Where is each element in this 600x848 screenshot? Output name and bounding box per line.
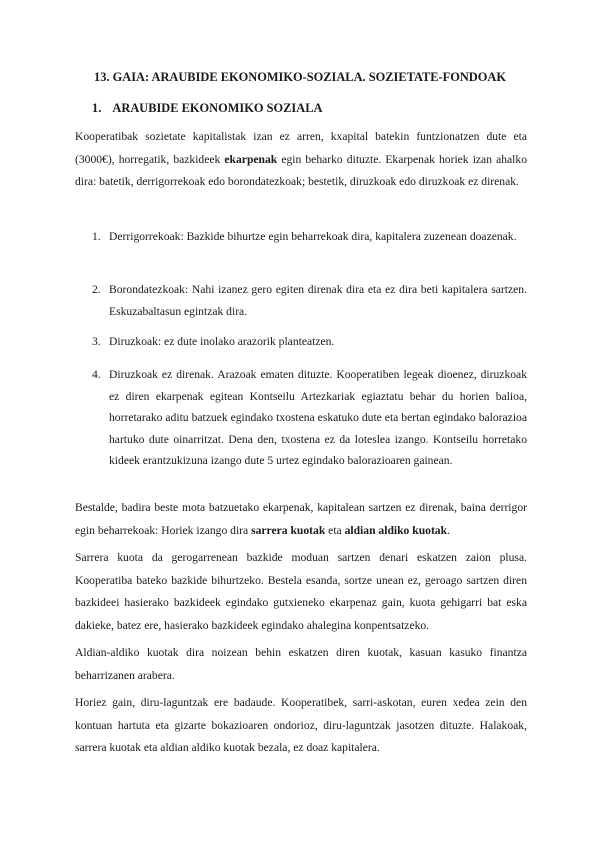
list-item-3 [92,331,527,353]
list-text: Borondatezkoak: Nahi izanez gero egiten direnak dira eta ez dira beti kapitalera sartzen. Eskuzabaltasun egintzak dira. [109,283,527,318]
page-title: 13. GAIA: ARAUBIDE EKONOMIKO-SOZIALA. SOZIETATE-FONDOAK [94,70,506,84]
list-item-2 [92,279,527,322]
other-contributions-paragraph [75,497,527,542]
list-text: Diruzkoak ez direnak. Arazoak ematen dituzte. Kooperatiben legeak dioenez, diruzkoak ez diren ekarpenak egitean Kontseilu Artezkariak egiaztatu behar du horien balioa, horretarako aditu batzuek egindako txostena eskatuko dute eta bertan egindako balorazioa hartuko dute oinarritzat. Dena den, txostena ez da loteslea izango. Kontseilu horretako kideek erantzukizuna izango dute 5 urtez egindako balorazioaren gainean. [109,368,527,467]
intro-text-end: egin beharko dituzte. Ekarpenak horiek izan ahalko dira: batetik, derrigorrekoak edo borondatezkoak; bestetik, diruzkoak edo diruzkoak ez direnak. [75,152,527,188]
list-number: 3. [92,335,101,348]
list-text: Derrigorrekoak: Bazkide bihurtze egin beharrekoak dira, kapitalera zuzenean doazenak. [109,230,517,243]
list-number: 2. [92,283,101,296]
section-heading-text: ARAUBIDE EKONOMIKO SOZIALA [112,101,323,115]
aldian-paragraph: Aldian-aldiko kuotak dira noizean behin eskatzen diren kuotak, kasuan kasuko finantza beharrizanen arabera. [75,646,527,682]
other-text-2: eta [325,523,345,537]
list-number: 1. [92,230,101,243]
section-heading [92,101,322,116]
intro-paragraph [75,126,527,194]
other-bold-2: aldian aldiko kuotak [344,523,448,537]
list-item-4 [92,364,527,472]
other-text-3: . [447,523,450,537]
sarrera-paragraph: Sarrera kuota da gerogarrenean bazkide moduan sartzen denari eskatzen zaion plusa. Kooperatiba bateko bazkide bihurtzeko. Bestela esanda, sortze unean ez, geroago sartzen diren bazkideei hasierako bazkideek egindako gutxieneko ekarpenaz gain, kuota gehigarri bat eska dakieke, batez ere, hasierako bazkideek egindako ahalegina konpentsatzeko. [75,551,527,632]
list-number: 4. [92,368,101,381]
list-text: Diruzkoak: ez dute inolako arazorik planteatzen. [109,335,335,348]
intro-bold-term: ekarpenak [224,152,278,166]
list-item-1 [92,226,527,248]
dirulaguntzak-paragraph: Horiez gain, diru-laguntzak ere badaude. Kooperatibek, sarri-askotan, euren xedea zein den kontuan hartuta eta gizarte bokazioaren ondorioz, diru-laguntzak jasotzen dituzte. Halakoak, sarrera kuotak eta aldian aldiko kuotak bezala, ez doaz kapitalera. [75,696,527,754]
section-number: 1. [92,101,102,115]
other-text-1: Bestalde, badira beste mota batzuetako ekarpenak, kapitalean sartzen ez direnak, baina derrigor egin beharrekoak: Horiek izango dira [75,501,527,537]
other-bold-1: sarrera kuotak [251,523,326,537]
intro-text-start: Kooperatibak sozietate kapitalistak izan ez arren, kxapital batekin funtzionatzen dute eta (3000€), horregatik, bazkideek [75,130,527,166]
